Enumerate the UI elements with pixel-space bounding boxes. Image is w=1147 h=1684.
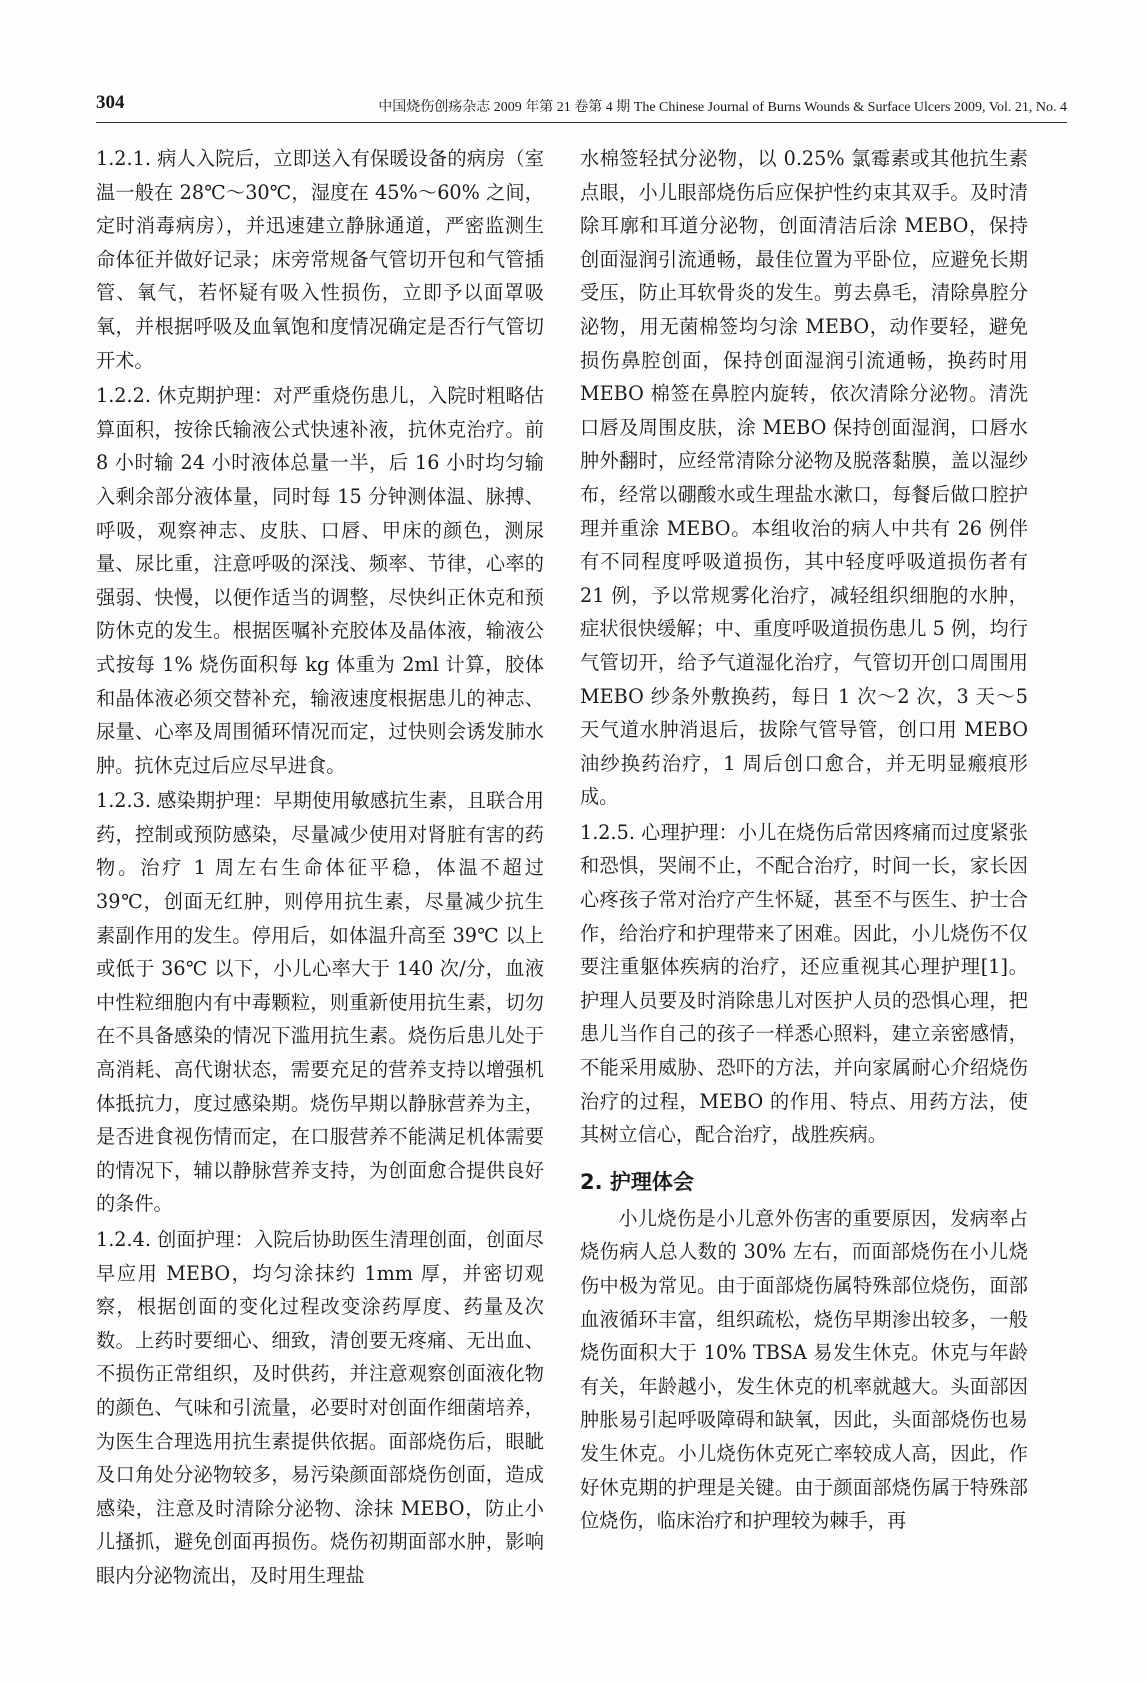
right-column — [580, 142, 1028, 1540]
paragraph-1-2-3: 1.2.3. 感染期护理：早期使用敏感抗生素，且联合用药，控制或预防感染，尽量减少使用对肾脏有害的药物。治疗 1 周左右生命体征平稳，体温不超过 39℃，创面无红肿，则停用抗生素，尽量减少抗生素副作用的发生。停用后，如体温升高至 39℃ 以上或低于 36℃ 以下，小儿心率大于 140 次/分，血液中性粒细胞内有中毒颗粒，则重新使用抗生素，切勿在不具备感染的情况下滥用抗生素。烧伤后患儿处于高消耗、高代谢状态，需要充足的营养支持以增强机体抵抗力，度过感染期。烧伤早期以静脉营养为主，是否进食视伤情而定，在口服营养不能满足机体需要的情况下，辅以静脉营养支持，为创面愈合提供良好的条件。 — [96, 789, 544, 1216]
journal-citation: 中国烧伤创疡杂志 2009 年第 21 卷第 4 期 The Chinese Journal of Burns Wounds & Surface Ulcers 2009, Vol. 21, No. 4 — [378, 100, 1067, 115]
paragraph-1-2-2: 1.2.2. 休克期护理：对严重烧伤患儿，入院时粗略估算面积，按徐氏输液公式快速补液，抗休克治疗。前 8 小时输 24 小时液体总量一半，后 16 小时均匀输入剩余部分液体量，同时每 15 分钟测体温、脉搏、呼吸，观察神志、皮肤、口唇、甲床的颜色，测尿量、尿比重，注意呼吸的深浅、频率、节律，心率的强弱、快慢，以便作适当的调整，尽快纠正休克和预防休克的发生。根据医嘱补充胶体及晶体液，输液公式按每 1% 烧伤面积每 kg 体重为 2ml 计算，胶体和晶体液必须交替补充，输液速度根据患儿的神志、尿量、心率及周围循环情况而定，过快则会诱发肺水肿。抗休克过后应尽早进食。 — [96, 384, 544, 777]
paragraph-continued: 水棉签轻拭分泌物，以 0.25% 氯霉素或其他抗生素点眼，小儿眼部烧伤后应保护性约束其双手。及时清除耳廓和耳道分泌物，创面清洁后涂 MEBO，保持创面湿润引流通畅，最佳位置为平卧位，应避免长期受压，防止耳软骨炎的发生。剪去鼻毛，清除鼻腔分泌物，用无菌棉签均匀涂 MEBO，动作要轻，避免损伤鼻腔创面，保持创面湿润引流通畅，换药时用 MEBO 棉签在鼻腔内旋转，依次清除分泌物。清洗口唇及周围皮肤，涂 MEBO 保持创面湿润，口唇水肿外翻时，应经常清除分泌物及脱落黏膜，盖以湿纱布，经常以硼酸水或生理盐水漱口，每餐后做口腔护理并重涂 MEBO。本组收治的病人中共有 26 例伴有不同程度呼吸道损伤，其中轻度呼吸道损伤者有 21 例，予以常规雾化治疗，减轻组织细胞的水肿，症状很快缓解；中、重度呼吸道损伤患儿 5 例，均行气管切开，给予气道湿化治疗，气管切开创口周围用 MEBO 纱条外敷换药，每日 1 次～2 次，3 天～5 天气道水肿消退后，拔除气管导管，创口用 MEBO 油纱换药治疗，1 周后创口愈合，并无明显瘢痕形成。 — [580, 147, 1028, 809]
paragraph-1-2-4: 1.2.4. 创面护理：入院后协助医生清理创面，创面尽早应用 MEBO，均匀涂抹约 1mm 厚，并密切观察，根据创面的变化过程改变涂药厚度、药量及次数。上药时要细心、细致，清创要无疼痛、无出血、不损伤正常组织，及时供药，并注意观察创面液化物的颜色、气味和引流量，必要时对创面作细菌培养，为医生合理选用抗生素提供依据。面部烧伤后，眼眦及口角处分泌物较多，易污染颜面部烧伤创面，造成感染，注意及时清除分泌物、涂抹 MEBO，防止小儿搔抓，避免创面再损伤。烧伤初期面部水肿，影响眼内分泌物流出，及时用生理盐 — [96, 1228, 544, 1587]
page-number: 304 — [96, 92, 125, 113]
section-heading: 2. 护理体会 — [580, 1169, 694, 1194]
left-column — [96, 142, 544, 1595]
running-header — [96, 92, 1067, 123]
paragraph-1-2-5: 1.2.5. 心理护理：小儿在烧伤后常因疼痛而过度紧张和恐惧，哭闹不止，不配合治疗，时间一长，家长因心疼孩子常对治疗产生怀疑，甚至不与医生、护士合作，给治疗和护理带来了困难。因此，小儿烧伤不仅要注重躯体疾病的治疗，还应重视其心理护理[1]。护理人员要及时消除患儿对医护人员的恐惧心理，把患儿当作自己的孩子一样悉心照料，建立亲密感情，不能采用威胁、恐吓的方法，并向家属耐心介绍烧伤治疗的过程，MEBO 的作用、特点、用药方法，使其树立信心，配合治疗，战胜疾病。 — [580, 820, 1028, 1147]
section-paragraph: 小儿烧伤是小儿意外伤害的重要原因，发病率占烧伤病人总人数的 30% 左右，而面部烧伤在小儿烧伤中极为常见。由于面部烧伤属特殊部位烧伤，面部血液循环丰富，组织疏松，烧伤早期渗出较多，一般烧伤面积大于 10% TBSA 易发生休克。休克与年龄有关，年龄越小，发生休克的机率就越大。头面部因肿胀易引起呼吸障碍和缺氧，因此，头面部烧伤也易发生休克。小儿烧伤休克死亡率较成人高，因此，作好休克期的护理是关键。由于颜面部烧伤属于特殊部位烧伤，临床治疗和护理较为棘手，再 — [580, 1206, 1028, 1533]
paragraph-1-2-1: 1.2.1. 病人入院后，立即送入有保暖设备的病房（室温一般在 28℃～30℃，湿度在 45%～60% 之间，定时消毒病房），并迅速建立静脉通道，严密监测生命体征并做好记录；床旁常规备气管切开包和气管插管、氧气，若怀疑有吸入性损伤，立即予以面罩吸氧，并根据呼吸及血氧饱和度情况确定是否行气管切开术。 — [96, 147, 544, 372]
